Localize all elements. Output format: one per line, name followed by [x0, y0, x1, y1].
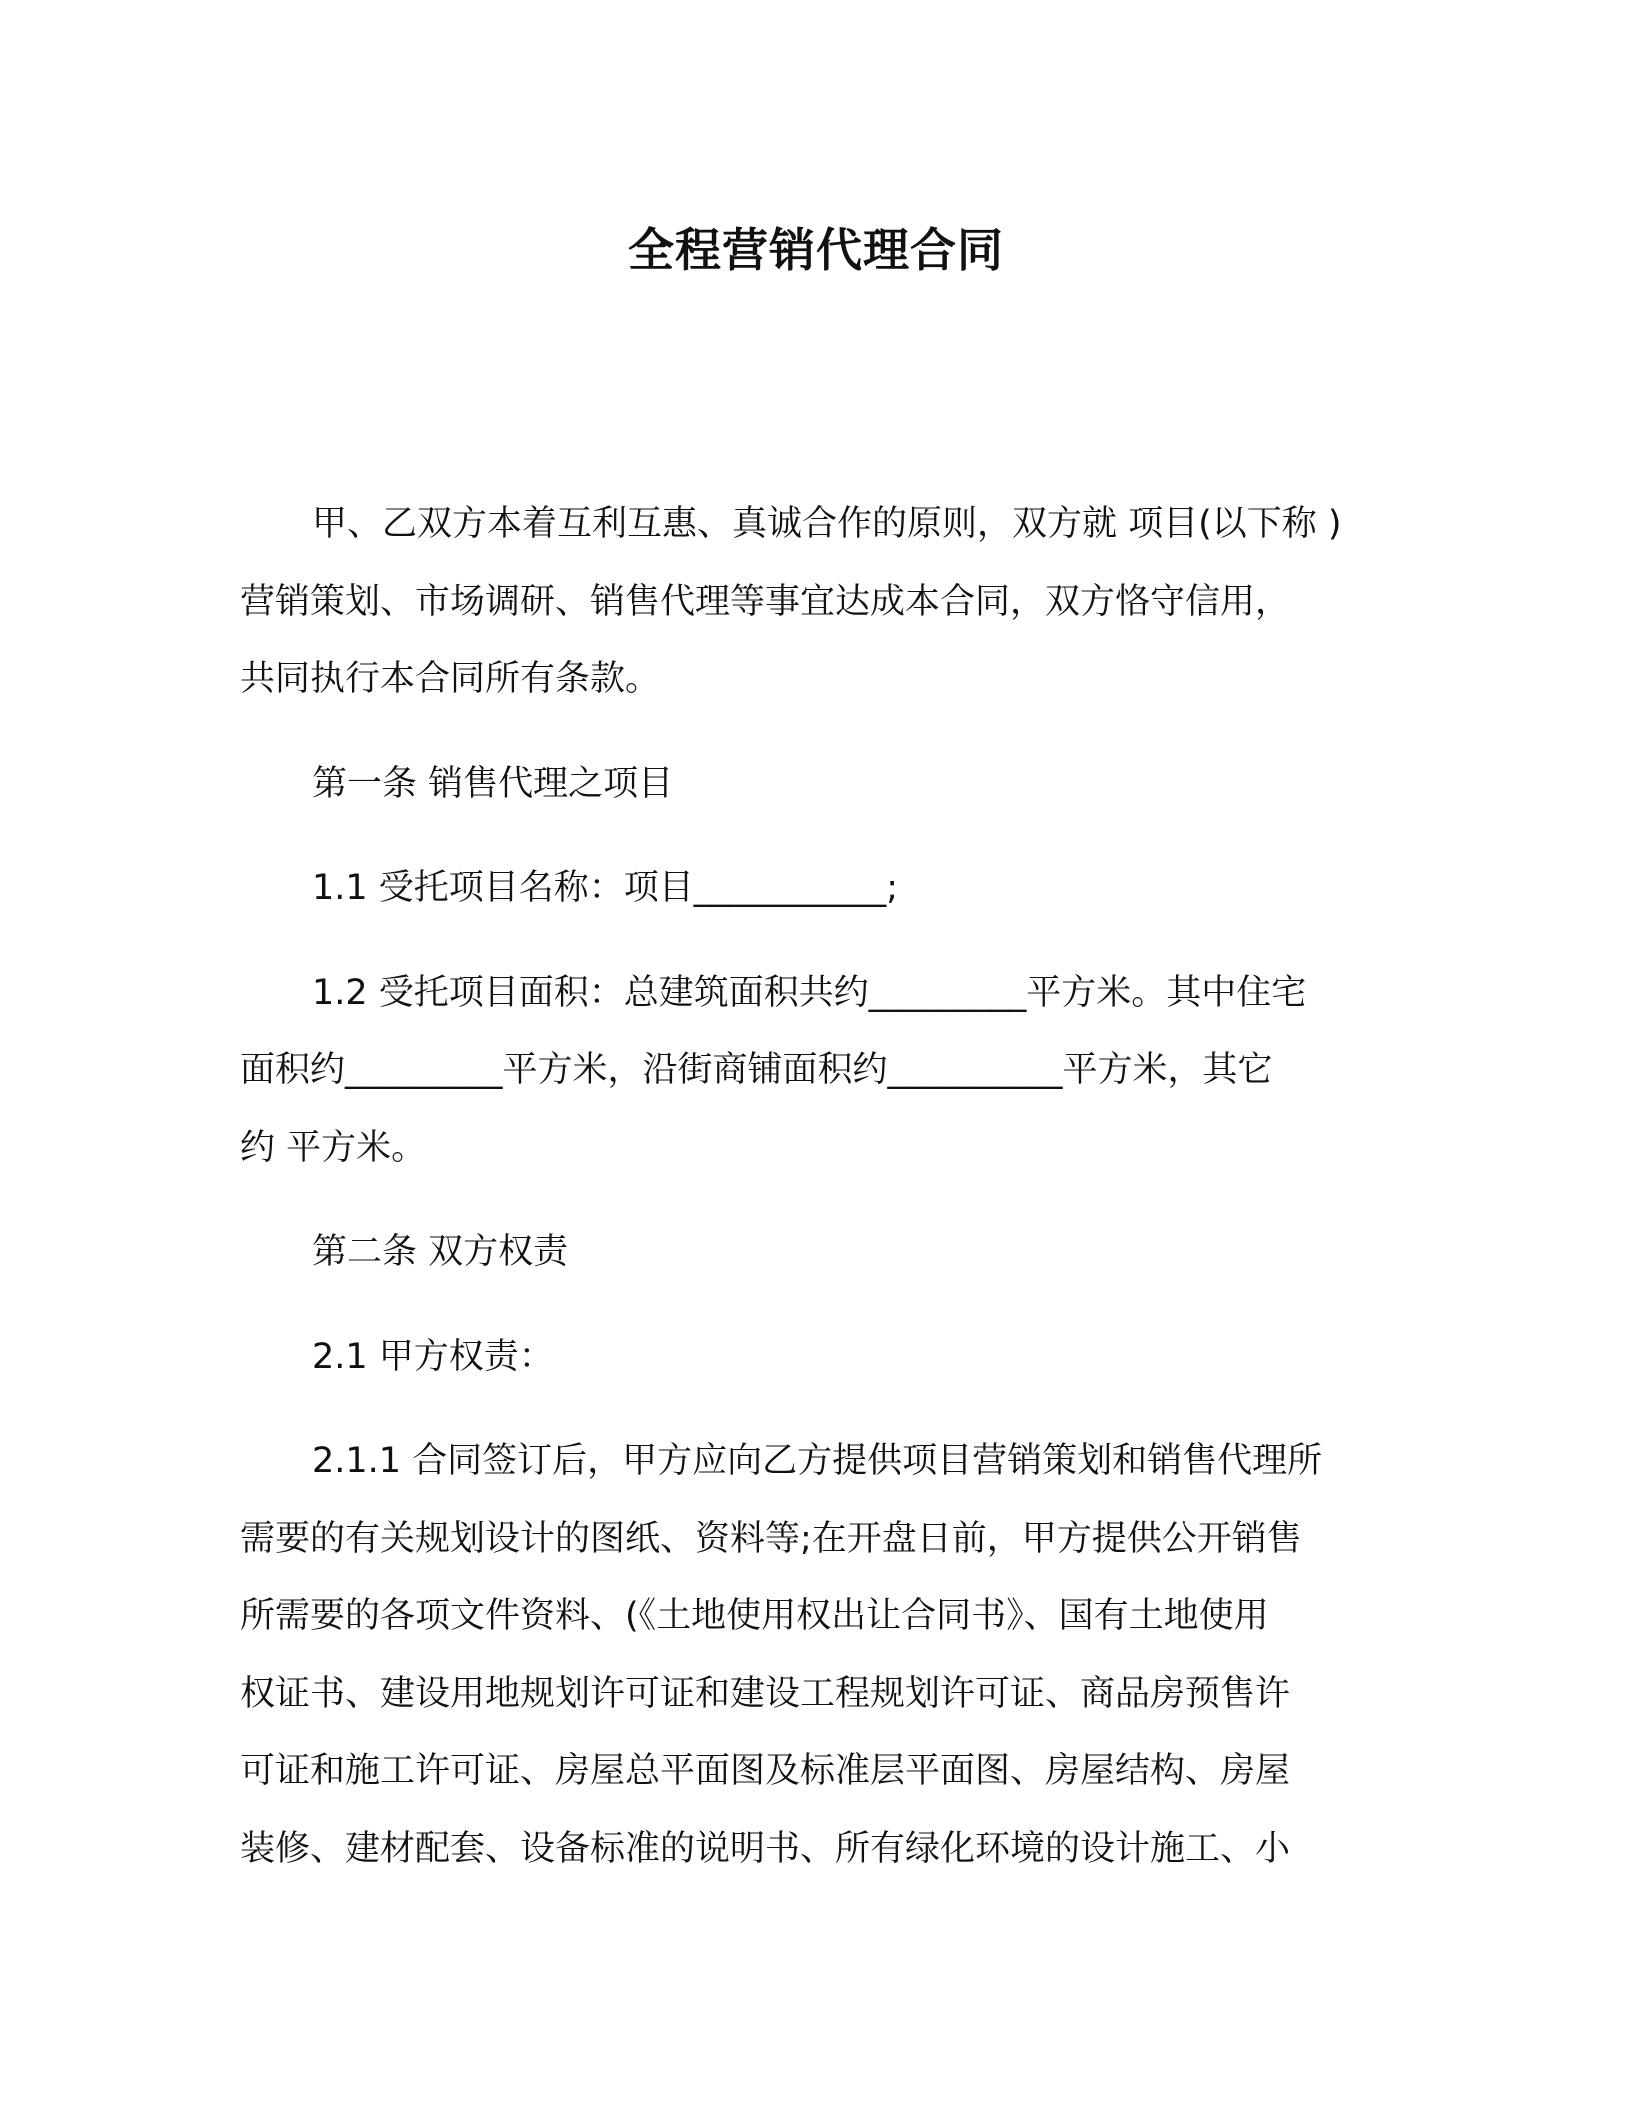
text-line: 1.2 受托项目面积：总建筑面积共约_________平方米。其中住宅: [312, 972, 1307, 1013]
text-line: 装修、建材配套、设备标准的说明书、所有绿化环境的设计施工、小: [240, 1828, 1291, 1869]
text-line: 共同执行本合同所有条款。: [240, 659, 661, 699]
text-line: 所需要的各项文件资料、(《土地使用权出让合同书》、国有土地使用: [240, 1596, 1269, 1636]
text-line: 约 平方米。: [240, 1127, 427, 1168]
clause-text: 1.1 受托项目名称：项目___________;: [312, 868, 899, 908]
heading-text: 第一条 销售代理之项目: [312, 763, 674, 804]
heading-text: 第二条 双方权责: [312, 1232, 569, 1272]
clause-text: 2.1 甲方权责：: [312, 1336, 554, 1377]
text-line: 需要的有关规划设计的图纸、资料等;在开盘日前，甲方提供公开销售: [240, 1518, 1302, 1559]
text-line: 2.1.1 合同签订后，甲方应向乙方提供项目营销策划和销售代理所: [312, 1441, 1323, 1481]
clause-1-2: [240, 955, 1400, 1188]
text-line: 面积约_________平方米，沿街商铺面积约__________平方米，其它: [240, 1050, 1273, 1090]
text-line: 甲、乙双方本着互利互惠、真诚合作的原则，双方就 项目(以下称 ): [312, 504, 1342, 544]
text-line: 权证书、建设用地规划许可证和建设工程规划许可证、商品房预售许: [240, 1673, 1291, 1714]
clause-1-1: [240, 850, 1400, 928]
article-1-heading: [240, 746, 1400, 824]
text-line: 可证和施工许可证、房屋总平面图及标准层平面图、房屋结构、房屋: [240, 1751, 1291, 1791]
intro-paragraph: [240, 486, 1400, 719]
text-line: 营销策划、市场调研、销售代理等事宜达成本合同，双方恪守信用，: [240, 581, 1291, 622]
document-title: 全程营销代理合同: [628, 223, 1004, 277]
document-body: [240, 486, 1400, 1888]
clause-2-1-1: [240, 1423, 1400, 1888]
clause-2-1: [240, 1319, 1400, 1397]
article-2-heading: [240, 1214, 1400, 1292]
